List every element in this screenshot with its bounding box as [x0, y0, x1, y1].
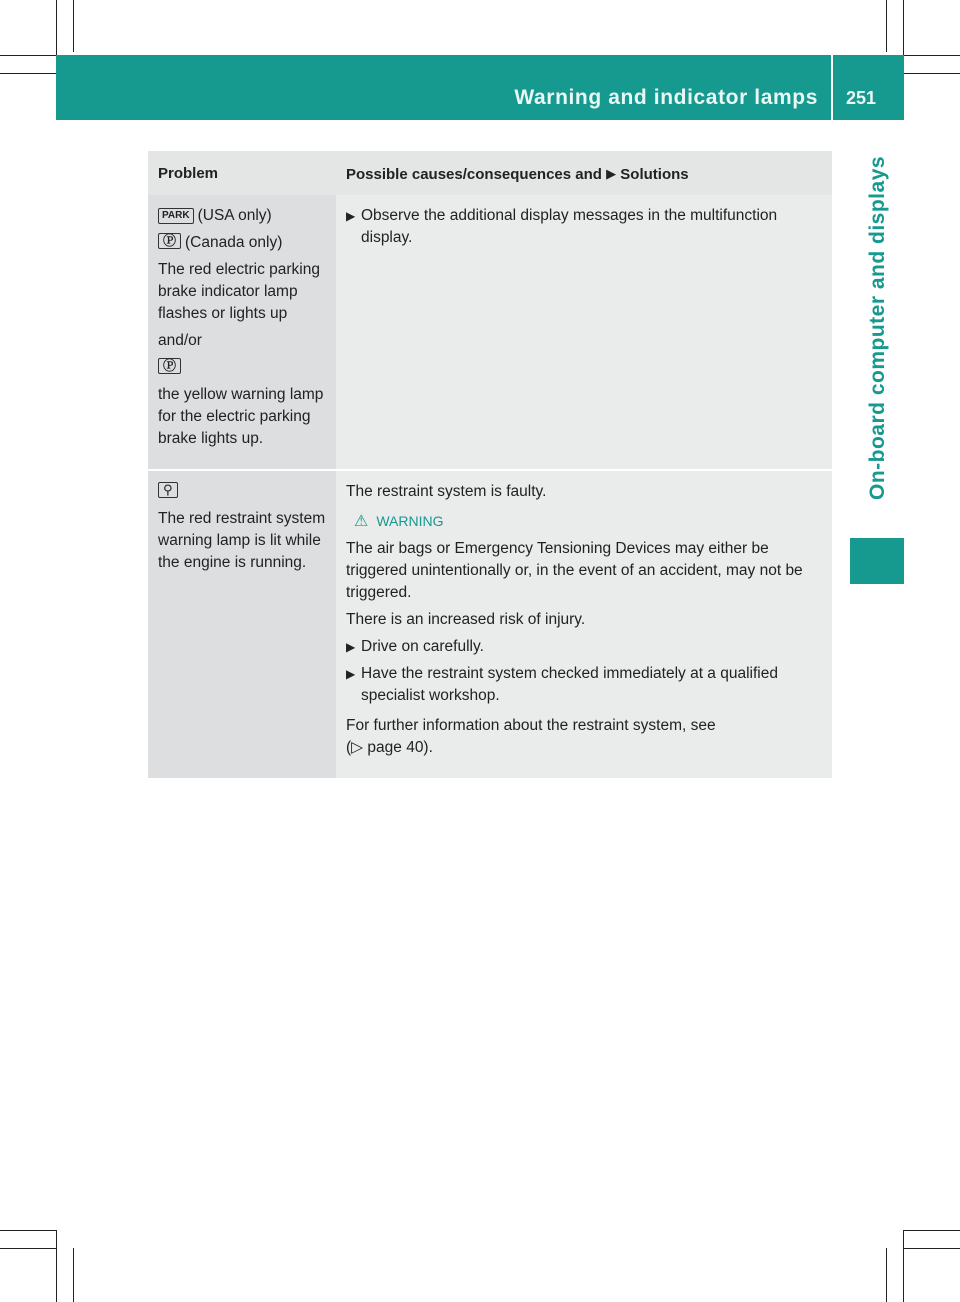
crop-mark: [903, 1230, 904, 1302]
restraint-lamp-text: The red restraint system warning lamp is lit while the engine is running.: [158, 510, 326, 571]
restraint-system-icon: ⚲: [158, 482, 178, 498]
solution-step-text: Drive on carefully.: [361, 638, 484, 655]
table-header-row: [148, 151, 832, 195]
crop-mark: [886, 1248, 887, 1302]
red-lamp-text: The red electric parking brake indicator lamp flashes or lights up: [158, 261, 320, 322]
andor-text: and/or: [158, 332, 202, 349]
further-info-text: For further information about the restraint system, see: [346, 717, 716, 734]
solution-cell: [336, 470, 832, 778]
solution-step-text: Observe the additional display messages in the multifunction display.: [361, 207, 778, 246]
section-marker: [850, 538, 904, 584]
table-row: [148, 195, 832, 470]
crop-mark: [0, 73, 56, 74]
warning-triangle-icon: ⚠: [354, 513, 369, 530]
crop-mark: [886, 0, 887, 52]
header-solutions-suffix: Solutions: [620, 166, 689, 183]
crop-mark: [904, 73, 960, 74]
header-solutions: [336, 151, 832, 195]
crop-mark: [73, 0, 74, 52]
canada-line: [158, 232, 328, 254]
park-brake-canada-icon: Ⓟ: [158, 233, 181, 249]
table-row: [148, 470, 832, 778]
crop-mark: [0, 1248, 56, 1249]
play-icon: ▶: [346, 209, 356, 223]
warning-label: WARNING: [376, 513, 444, 529]
usa-text: (USA only): [197, 207, 272, 224]
page-title: Warning and indicator lamps: [514, 86, 818, 109]
play-icon: ▶: [346, 667, 356, 681]
canada-text: (Canada only): [185, 234, 283, 251]
warning-text: The air bags or Emergency Tensioning Devices may either be triggered unintentionally or, in the event of an accident, may not be triggered.: [346, 540, 803, 601]
section-title: On-board computer and displays: [866, 155, 889, 500]
crop-mark: [73, 1248, 74, 1302]
crop-mark: [56, 1230, 57, 1302]
crop-mark: [0, 55, 56, 56]
header-divider: [831, 55, 833, 120]
page-number: 251: [846, 88, 877, 108]
triangle-right-icon: ▷: [351, 739, 364, 756]
park-brake-icon: PARK: [158, 208, 194, 224]
header-problem: Problem: [148, 151, 336, 195]
problem-cell: [148, 195, 336, 470]
solution-step-text: Have the restraint system checked immediately at a qualified specialist workshop.: [361, 665, 778, 704]
page-header: [56, 55, 904, 120]
usa-line: [158, 205, 328, 227]
crop-mark: [0, 1230, 56, 1231]
crop-mark: [904, 1230, 960, 1231]
crop-mark: [904, 1248, 960, 1249]
yellow-lamp-text: the yellow warning lamp for the electric parking brake lights up.: [158, 386, 324, 447]
solution-cell: [336, 195, 832, 470]
yellow-line: [158, 357, 328, 379]
restraint-line: [158, 481, 328, 503]
further-info: For further information about the restraint system, see (▷ page 40).: [346, 717, 716, 756]
fault-intro: The restraint system is faulty.: [346, 483, 547, 500]
header-solutions-prefix: Possible causes/consequences and: [346, 166, 602, 183]
play-icon: ▶: [606, 166, 617, 181]
problem-solution-table: [148, 151, 832, 778]
page-reference-link[interactable]: page 40).: [367, 739, 433, 756]
play-icon: ▶: [346, 640, 356, 654]
solution-step: [346, 663, 824, 707]
risk-text: There is an increased risk of injury.: [346, 611, 586, 628]
park-brake-warning-icon: Ⓟ: [158, 358, 181, 374]
solution-step: [346, 636, 824, 658]
crop-mark: [904, 55, 960, 56]
warning-heading: [354, 510, 824, 533]
solution-step: [346, 205, 824, 249]
problem-cell: [148, 470, 336, 778]
